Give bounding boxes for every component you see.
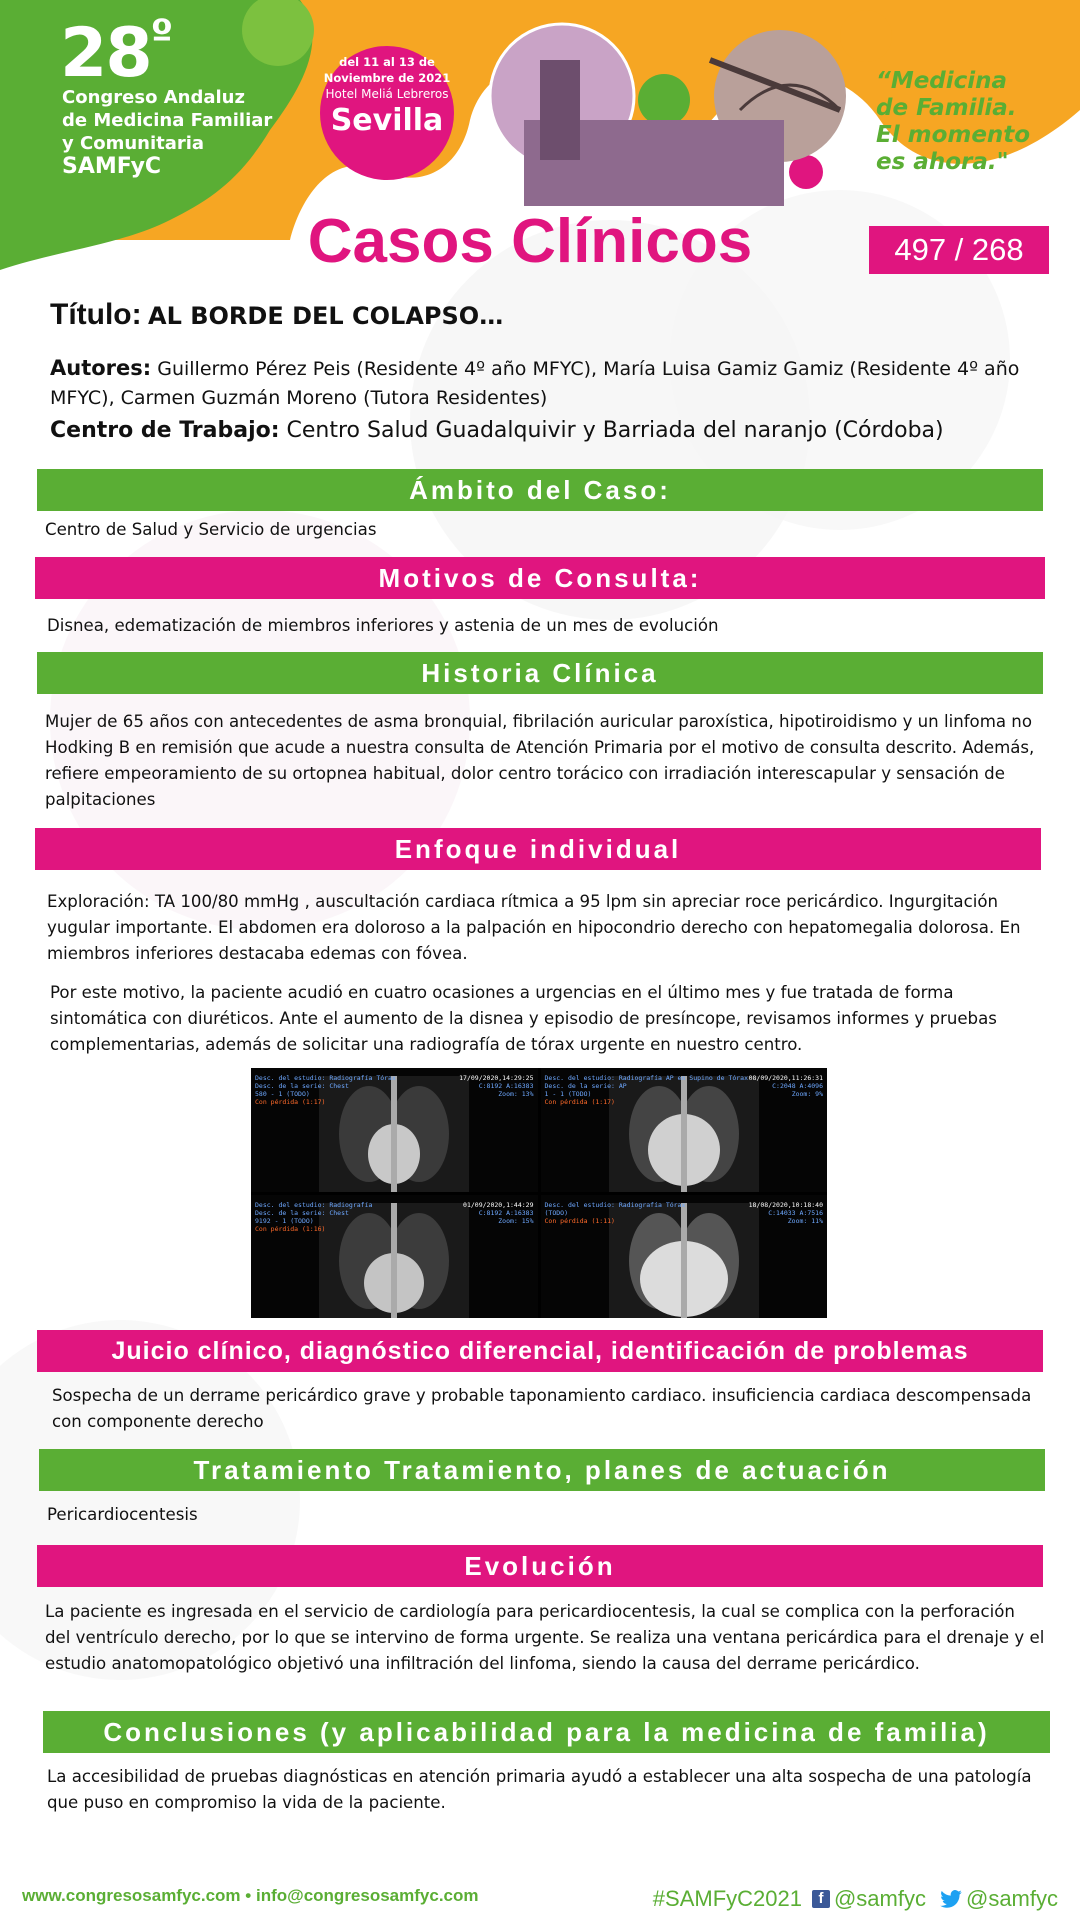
authors-label: Autores: [50, 356, 152, 380]
tagline-line-1: “Medicina [876, 68, 1008, 94]
xray-image-number: 9192 - 1 (TODO) [255, 1216, 314, 1225]
section-text-historia: Mujer de 65 años con antecedentes de asma bronquial, fibrilación auricular paroxística, hipotiroidismo y un linfoma no Hodking B en remisión que acude a nuestra consulta de Atención Primaria por el motivo de consulta descrito. Además, refiere empeoramiento de su ortopnea habitual, dolor centro torácico con irradiación interescapular y sensación de palpitaciones [45, 712, 1035, 809]
congress-line-3: y Comunitaria [62, 133, 205, 154]
section-text-juicio: Sospecha de un derrame pericárdico grave y probable taponamiento cardiaco. insuficiencia cardiaca descompensada con componente derecho [52, 1386, 1032, 1431]
xray-study: Desc. del estudio: Radiografía Tórax [544, 1200, 686, 1209]
xray-timestamp: 08/09/2020,11:26:31 [748, 1074, 823, 1082]
section-text-ambito: Centro de Salud y Servicio de urgencias [45, 520, 377, 539]
footer-email[interactable]: info@congresosamfyc.com [255, 1886, 479, 1905]
xray-window: C:8192 A:16383 [478, 1082, 534, 1090]
venue: Hotel Meliá Lebreros [325, 87, 449, 101]
section-text-evolucion: La paciente es ingresada en el servicio de cardiología para pericardiocentesis, la cual se complica con la perforación del ventrículo derecho, por lo que se intervino de forma urgente. Se realiza una ventana pericárdica para el drenaje y el estudio anatomopatológico objetivó una infiltración del linfoma, siendo la causa del derrame pericárdico. [45, 1602, 1045, 1673]
section-heading-enfoque: Enfoque individual [35, 828, 1041, 870]
xray-panel [251, 1195, 538, 1319]
section-heading-juicio: Juicio clínico, diagnóstico diferencial, identificación de problemas [37, 1330, 1043, 1372]
xray-zoom: Zoom: 9% [791, 1090, 823, 1098]
section-heading-conclusiones: Conclusiones (y aplicabilidad para la medicina de familia) [43, 1711, 1050, 1753]
org-name: SAMFyC [62, 154, 162, 179]
xray-series: Desc. de la serie: AP [544, 1082, 627, 1090]
edition-number: $28^º$ [60, 12, 172, 93]
xray-meta [463, 1201, 533, 1225]
xray-series: Desc. de la serie: Chest [255, 1082, 349, 1090]
tagline-line-2: de Familia. [876, 95, 1017, 121]
xray-panel [541, 1195, 828, 1319]
xray-meta [749, 1074, 823, 1098]
xray-study: Desc. del estudio: Radiografía Tórax [255, 1074, 396, 1082]
xray-panel [251, 1068, 538, 1192]
dates-line-2: Noviembre de 2021 [323, 71, 451, 85]
xray-zoom: Zoom: 11% [787, 1216, 823, 1225]
xray-image-number: 580 - 1 (TODO) [255, 1090, 310, 1098]
section-heading-historia: Historia Clínica [37, 652, 1043, 694]
section-heading-evolucion: Evolución [37, 1545, 1043, 1587]
section-heading-tratamiento: Tratamiento Tratamiento, planes de actuación [39, 1449, 1045, 1491]
tagline-line-3: El momento [876, 122, 1031, 148]
xray-info [545, 1201, 686, 1225]
xray-compression: Con pérdida (1:16) [255, 1224, 326, 1233]
twitter-icon[interactable] [940, 1890, 962, 1908]
congress-line-1: Congreso Andaluz [62, 87, 245, 108]
congress-name [62, 86, 282, 178]
section-text-conclusiones: La accesibilidad de pruebas diagnósticas en atención primaria ayudó a establecer una alta sospecha de una patología que puso en compromiso la vida de la paciente. [47, 1767, 1032, 1812]
xray-info [545, 1074, 749, 1106]
xray-compression: Con pérdida (1:17) [255, 1098, 326, 1106]
xray-series: (TODO) [544, 1208, 568, 1217]
xray-study: Desc. del estudio: Radiografía [255, 1200, 373, 1209]
xray-image-number: 1 - 1 (TODO) [544, 1090, 592, 1098]
footer-twitter-handle[interactable]: @samfyc [965, 1886, 1058, 1911]
case-id-badge: 497 / 268 [869, 226, 1049, 274]
xray-window: C:8192 A:16383 [478, 1208, 534, 1217]
section-heading-motivos: Motivos de Consulta: [35, 557, 1045, 599]
event-dates-badge [320, 46, 454, 180]
xray-timestamp: 18/08/2020,10:18:40 [748, 1200, 823, 1209]
case-authors [50, 354, 1050, 413]
city: Sevilla [330, 103, 444, 138]
title-value: AL BORDE DEL COLAPSO… [148, 302, 504, 330]
xray-series: Desc. de la serie: Chest [255, 1208, 349, 1217]
footer-website[interactable]: www.congresosamfyc.com [22, 1886, 241, 1905]
tagline-line-4: es ahora." [876, 149, 1009, 175]
xray-panel [541, 1068, 828, 1192]
footer-social [653, 1886, 1058, 1912]
section-text-motivos: Disnea, edematización de miembros inferiores y astenia de un mes de evolución [47, 616, 719, 635]
xray-compression: Con pérdida (1:17) [544, 1098, 615, 1106]
section-text-tratamiento: Pericardiocentesis [47, 1505, 198, 1524]
section-heading-ambito: Ámbito del Caso: [37, 469, 1043, 511]
congress-line-2: de Medicina Familiar [62, 110, 273, 131]
footer-separator: • [245, 1886, 252, 1905]
footer-hashtag: #SAMFyC2021 [652, 1886, 802, 1911]
dates-line-1: del 11 al 13 de [339, 55, 435, 69]
footer-facebook-handle[interactable]: @samfyc [833, 1886, 926, 1911]
case-workplace [50, 418, 1050, 443]
chest-xray-images [251, 1068, 827, 1318]
case-title [50, 298, 1050, 332]
section-text-enfoque-2: Por este motivo, la paciente acudió en cuatro ocasiones a urgencias en el último mes y fue tratada de forma sintomática con diuréticos. Ante el aumento de la disnea y episodio de presíncope, revisamos informes y pruebas complementarias, además de solicitar una radiografía de tórax urgente en nuestro centro. [50, 983, 997, 1054]
workplace-value: Centro Salud Guadalquivir y Barriada del naranjo (Córdoba) [286, 418, 944, 443]
xray-timestamp: 17/09/2020,14:29:25 [459, 1074, 534, 1082]
title-label: Título: [50, 298, 142, 331]
xray-window: C:14033 A:7516 [768, 1208, 823, 1217]
xray-info [255, 1201, 372, 1233]
xray-info [255, 1074, 396, 1106]
workplace-label: Centro de Trabajo: [50, 418, 280, 443]
xray-window: C:2048 A:4096 [772, 1082, 823, 1090]
xray-study: Desc. del estudio: Radiografía AP en Supino de Tórax [544, 1074, 748, 1082]
xray-timestamp: 01/09/2020,1:44:29 [463, 1200, 534, 1209]
tagline [876, 68, 1076, 176]
authors-value: Guillermo Pérez Peis (Residente 4º año MFYC), María Luisa Gamiz Gamiz (Residente 4º año MFYC), Carmen Guzmán Moreno (Tutora Residentes) [50, 358, 1020, 409]
page-title: Casos Clínicos [307, 207, 753, 276]
xray-compression: Con pérdida (1:11) [544, 1216, 615, 1225]
footer-contact [22, 1886, 479, 1906]
section-text-enfoque-1: Exploración: TA 100/80 mmHg , auscultación cardiaca rítmica a 95 lpm sin apreciar roce pericárdico. Ingurgitación yugular importante. El abdomen era doloroso a la palpación en hipocondrio derecho con hepatomegalia dolorosa. En miembros inferiores destacaba edemas con fóvea. [47, 892, 1021, 963]
xray-zoom: Zoom: 13% [498, 1090, 534, 1098]
xray-zoom: Zoom: 15% [498, 1216, 534, 1225]
xray-meta [749, 1201, 823, 1225]
facebook-icon[interactable]: f [812, 1890, 830, 1908]
xray-meta [459, 1074, 533, 1098]
